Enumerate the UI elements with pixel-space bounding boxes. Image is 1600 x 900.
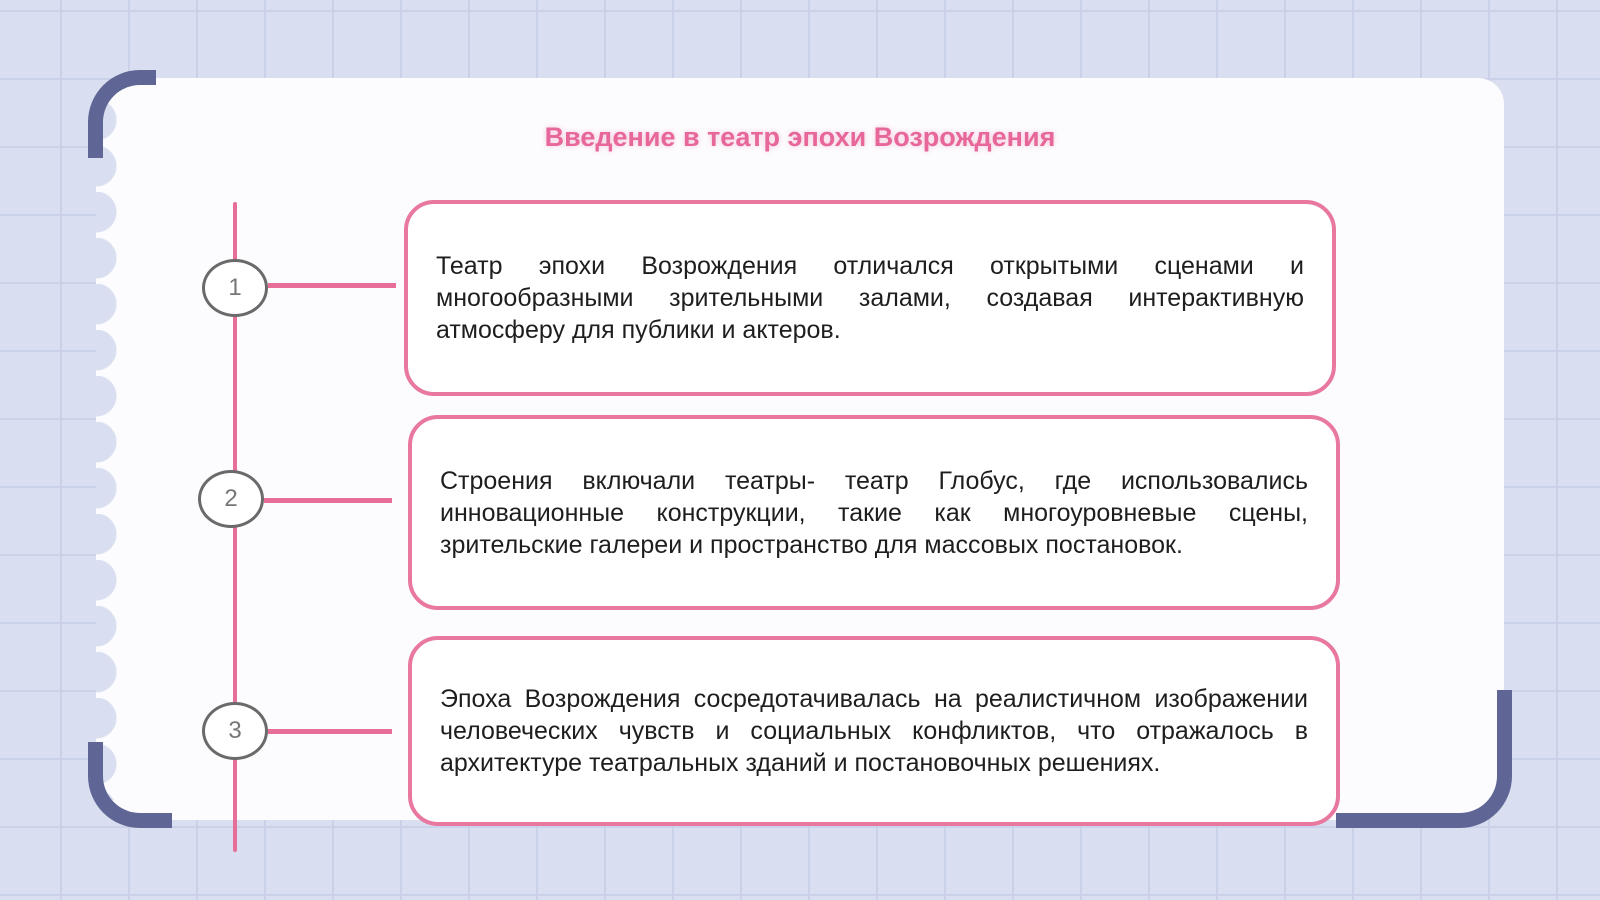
corner-bracket-bottom-left (88, 742, 172, 828)
info-card-1 (404, 200, 1336, 396)
info-card-text: Строения включали театры- театр Глобус, где использовались инновационные конструкции, такие как многоуровневые сцены, зрительские галереи и пространство для массовых постановок. (440, 466, 1308, 559)
step-number-1: 1 (202, 259, 268, 317)
step-number-2: 2 (198, 470, 264, 528)
step-number-3: 3 (202, 702, 268, 760)
corner-bracket-top-left (88, 70, 156, 158)
info-card-text: Театр эпохи Возрождения отличался открытыми сценами и многообразными зрительными залами, создавая интерактивную атмосферу для публики и актеров. (436, 252, 1304, 344)
corner-bracket-bottom-right (1336, 690, 1512, 828)
info-card-3 (408, 636, 1340, 826)
info-card-2 (408, 415, 1340, 610)
scalloped-edge (96, 100, 126, 800)
connector-3 (268, 729, 392, 734)
info-card-text: Эпоха Возрождения сосредотачивалась на реалистичном изображении человеческих чувств и социальных конфликтов, что отражалось в архитектуре театральных зданий и постановочных решениях. (440, 685, 1308, 777)
connector-1 (268, 283, 396, 288)
slide-title: Введение в театр эпохи Возрождения (544, 122, 1056, 152)
connector-2 (264, 498, 392, 503)
